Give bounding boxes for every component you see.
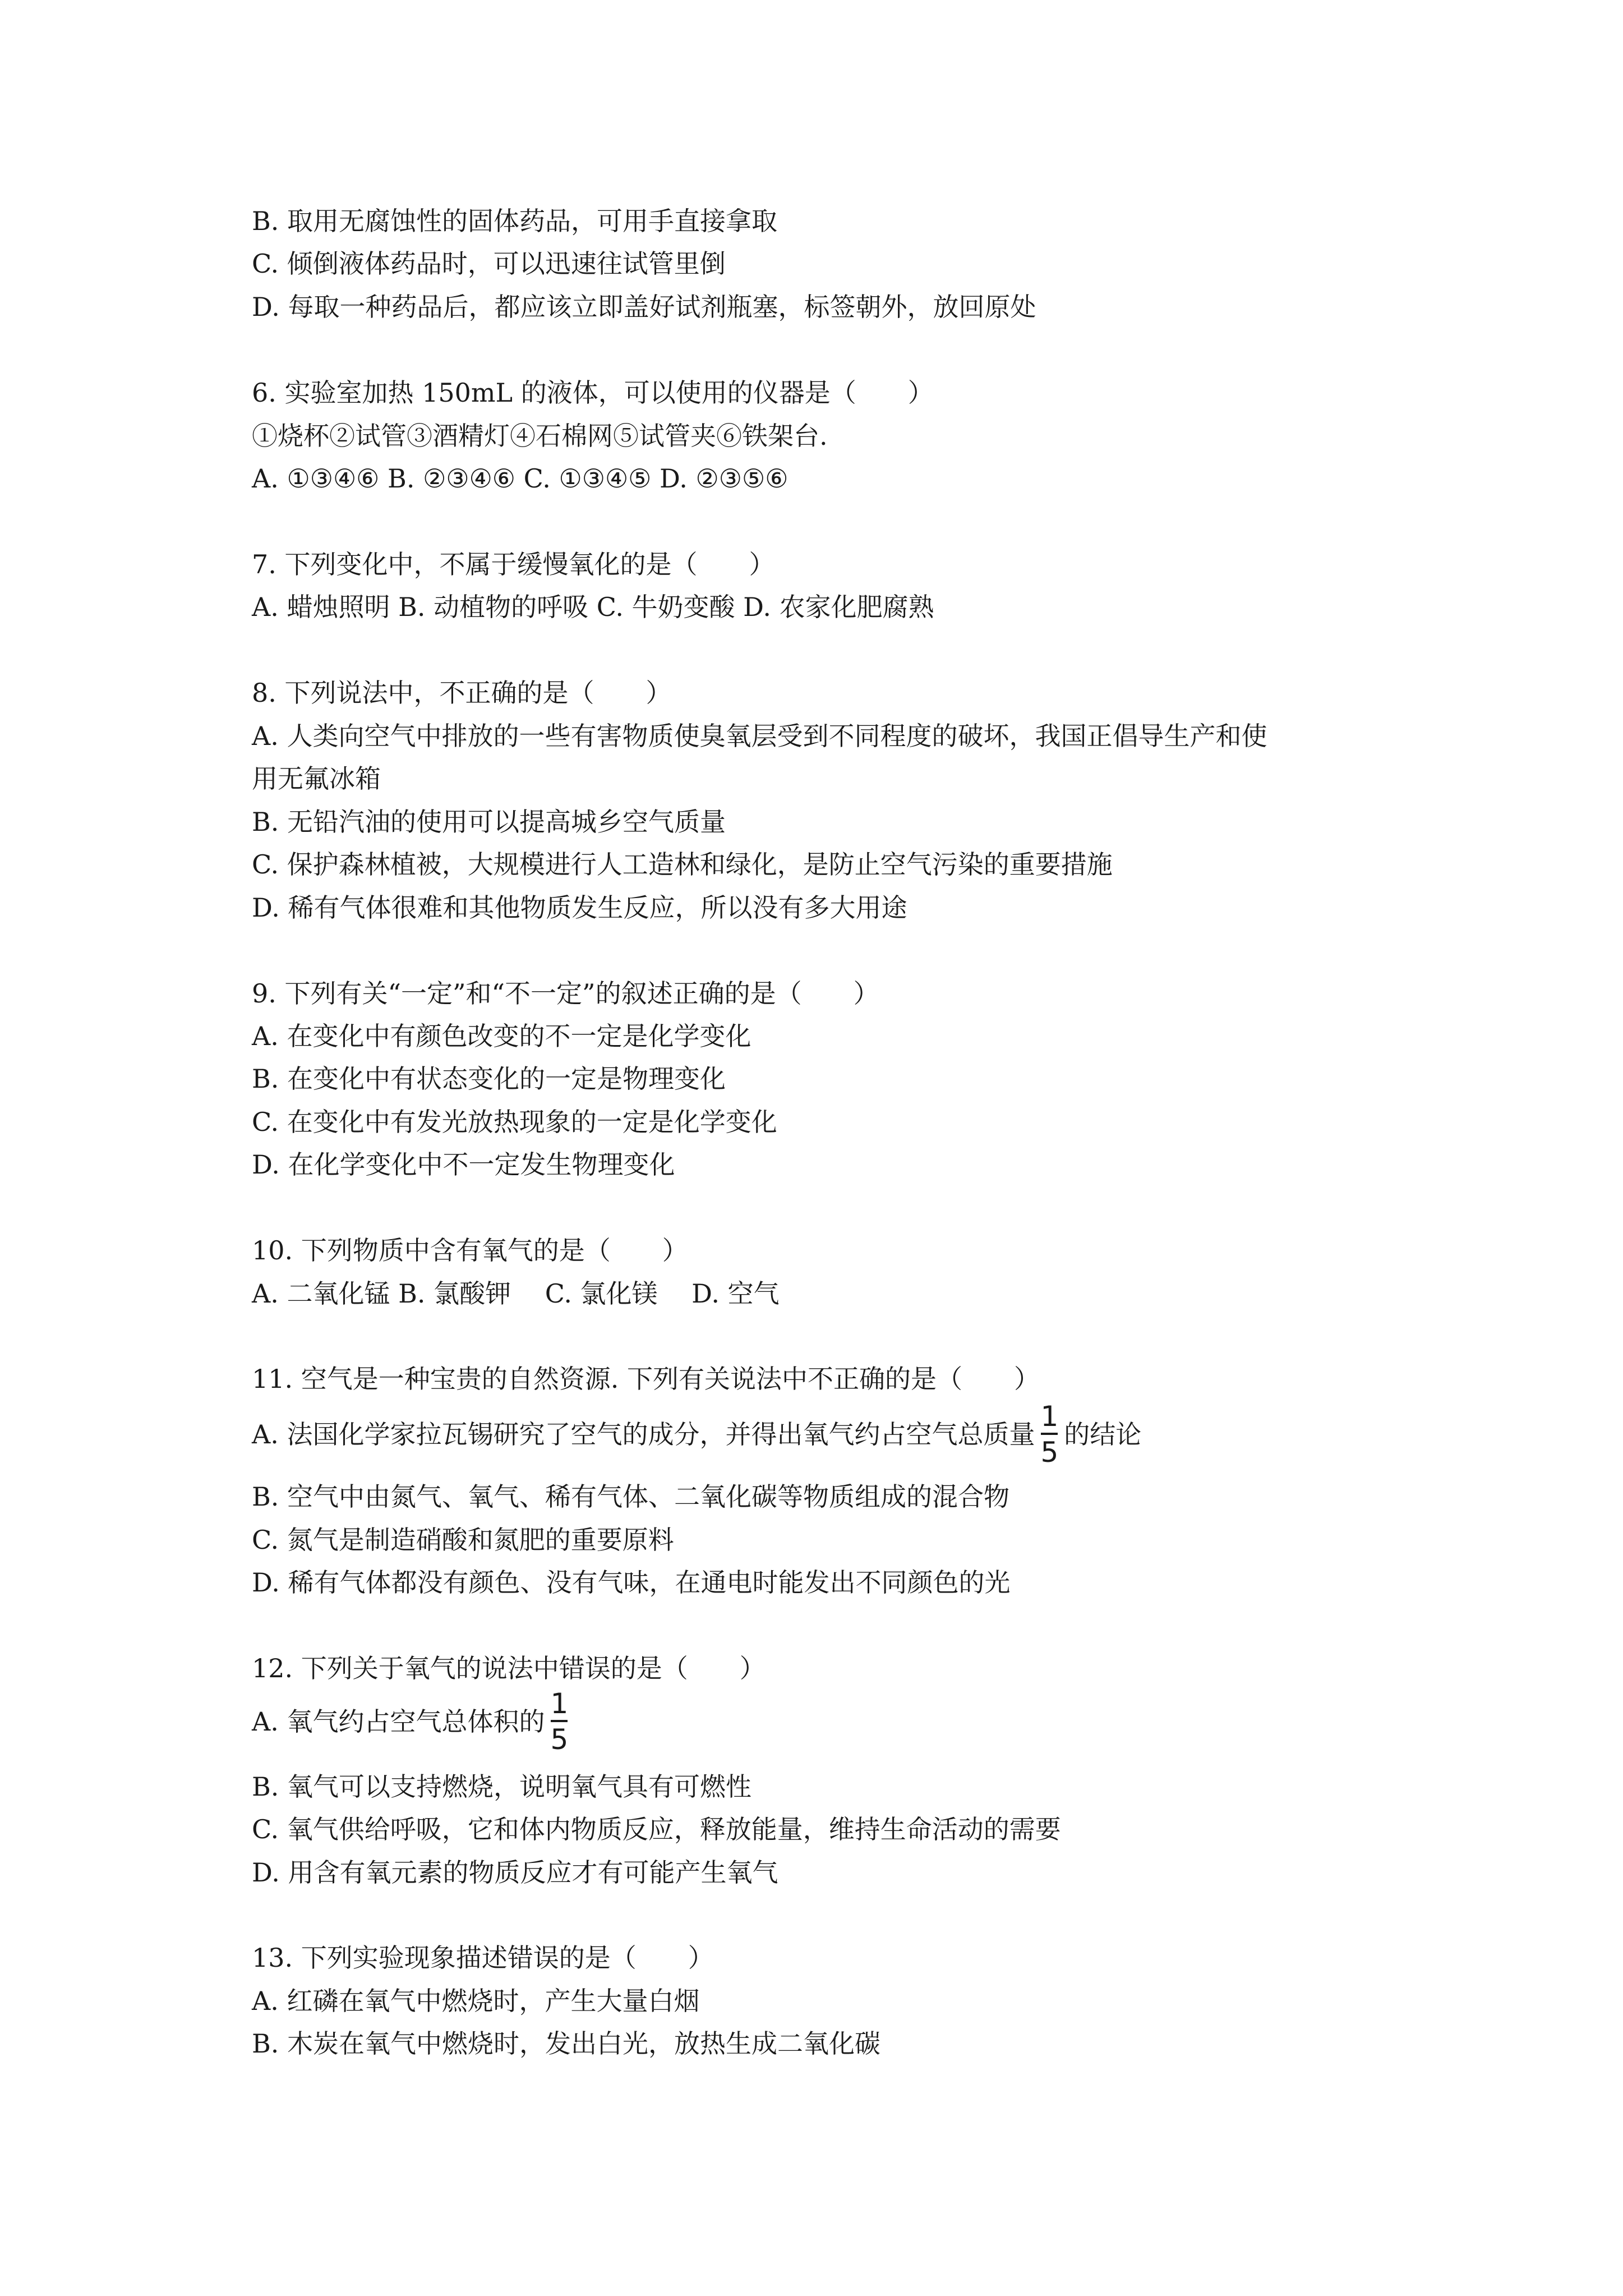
q11-option-c: C. 氮气是制造硝酸和氮肥的重要原料 <box>252 1525 674 1555</box>
q11-option-b: B. 空气中由氮气、氧气、稀有气体、二氧化碳等物质组成的混合物 <box>252 1481 1010 1512</box>
q12-stem: 12. 下列关于氧气的说法中错误的是（ ） <box>252 1653 766 1683</box>
q11-option-a <box>252 1400 1142 1469</box>
q6-options: A. ①③④⑥ B. ②③④⑥ C. ①③④⑤ D. ②③⑤⑥ <box>252 463 789 494</box>
q6-items: ①烧杯②试管③酒精灯④石棉网⑤试管夹⑥铁架台. <box>252 421 828 451</box>
q13-option-b: B. 木炭在氧气中燃烧时，发出白光，放热生成二氧化碳 <box>252 2028 881 2059</box>
q12-option-d: D. 用含有氧元素的物质反应才有可能产生氧气 <box>252 1857 778 1888</box>
q8-option-d: D. 稀有气体很难和其他物质发生反应，所以没有多大用途 <box>252 892 907 923</box>
fraction-denominator: 5 <box>550 1723 569 1756</box>
q11-stem: 11. 空气是一种宝贵的自然资源. 下列有关说法中不正确的是（ ） <box>252 1364 1040 1394</box>
q13-option-a: A. 红磷在氧气中燃烧时，产生大量白烟 <box>252 1986 700 2016</box>
q7-options: A. 蜡烛照明 B. 动植物的呼吸 C. 牛奶变酸 D. 农家化肥腐熟 <box>252 592 934 622</box>
q12-option-a <box>252 1687 574 1756</box>
q11-option-a-text: A. 法国化学家拉瓦锡研究了空气的成分，并得出氧气约占空气总质量 <box>252 1419 1035 1450</box>
q9-stem: 9. 下列有关“一定”和“不一定”的叙述正确的是（ ） <box>252 978 879 1009</box>
q9-option-a: A. 在变化中有颜色改变的不一定是化学变化 <box>252 1021 751 1051</box>
q12-option-c: C. 氧气供给呼吸，它和体内物质反应，释放能量，维持生命活动的需要 <box>252 1814 1061 1844</box>
q10-stem: 10. 下列物质中含有氧气的是（ ） <box>252 1235 688 1266</box>
q8-option-b: B. 无铅汽油的使用可以提高城乡空气质量 <box>252 807 726 837</box>
q6-stem: 6. 实验室加热 150mL 的液体，可以使用的仪器是（ ） <box>252 378 934 408</box>
q12-option-b: B. 氧气可以支持燃烧，说明氧气具有可燃性 <box>252 1772 752 1802</box>
q9-option-b: B. 在变化中有状态变化的一定是物理变化 <box>252 1064 726 1094</box>
fraction-numerator: 1 <box>550 1687 569 1720</box>
q10-options: A. 二氧化锰 B. 氯酸钾 C. 氯化镁 D. 空气 <box>252 1278 780 1309</box>
fraction-one-fifth <box>547 1687 571 1756</box>
q8-option-a-line2: 用无氟冰箱 <box>252 763 381 794</box>
q8-stem: 8. 下列说法中，不正确的是（ ） <box>252 678 672 708</box>
q5-option-b: B. 取用无腐蚀性的固体药品，可用手直接拿取 <box>252 206 778 236</box>
q5-option-c: C. 倾倒液体药品时，可以迅速往试管里倒 <box>252 249 726 279</box>
q9-option-d: D. 在化学变化中不一定发生物理变化 <box>252 1149 675 1180</box>
q11-option-a-suffix: 的结论 <box>1064 1419 1142 1450</box>
q8-option-a-line1: A. 人类向空气中排放的一些有害物质使臭氧层受到不同程度的破坏，我国正倡导生产和使 <box>252 721 1267 751</box>
q12-option-a-text: A. 氧气约占空气总体积的 <box>252 1706 545 1737</box>
q9-option-c: C. 在变化中有发光放热现象的一定是化学变化 <box>252 1107 777 1137</box>
fraction-numerator: 1 <box>1040 1400 1059 1433</box>
q5-option-d: D. 每取一种药品后，都应该立即盖好试剂瓶塞，标签朝外，放回原处 <box>252 292 1036 322</box>
fraction-denominator: 5 <box>1040 1436 1059 1469</box>
q13-stem: 13. 下列实验现象描述错误的是（ ） <box>252 1943 714 1973</box>
q8-option-c: C. 保护森林植被，大规模进行人工造林和绿化，是防止空气污染的重要措施 <box>252 849 1113 880</box>
fraction-one-fifth <box>1037 1400 1062 1469</box>
q11-option-d: D. 稀有气体都没有颜色、没有气味，在通电时能发出不同颜色的光 <box>252 1567 1011 1598</box>
q7-stem: 7. 下列变化中，不属于缓慢氧化的是（ ） <box>252 549 775 579</box>
